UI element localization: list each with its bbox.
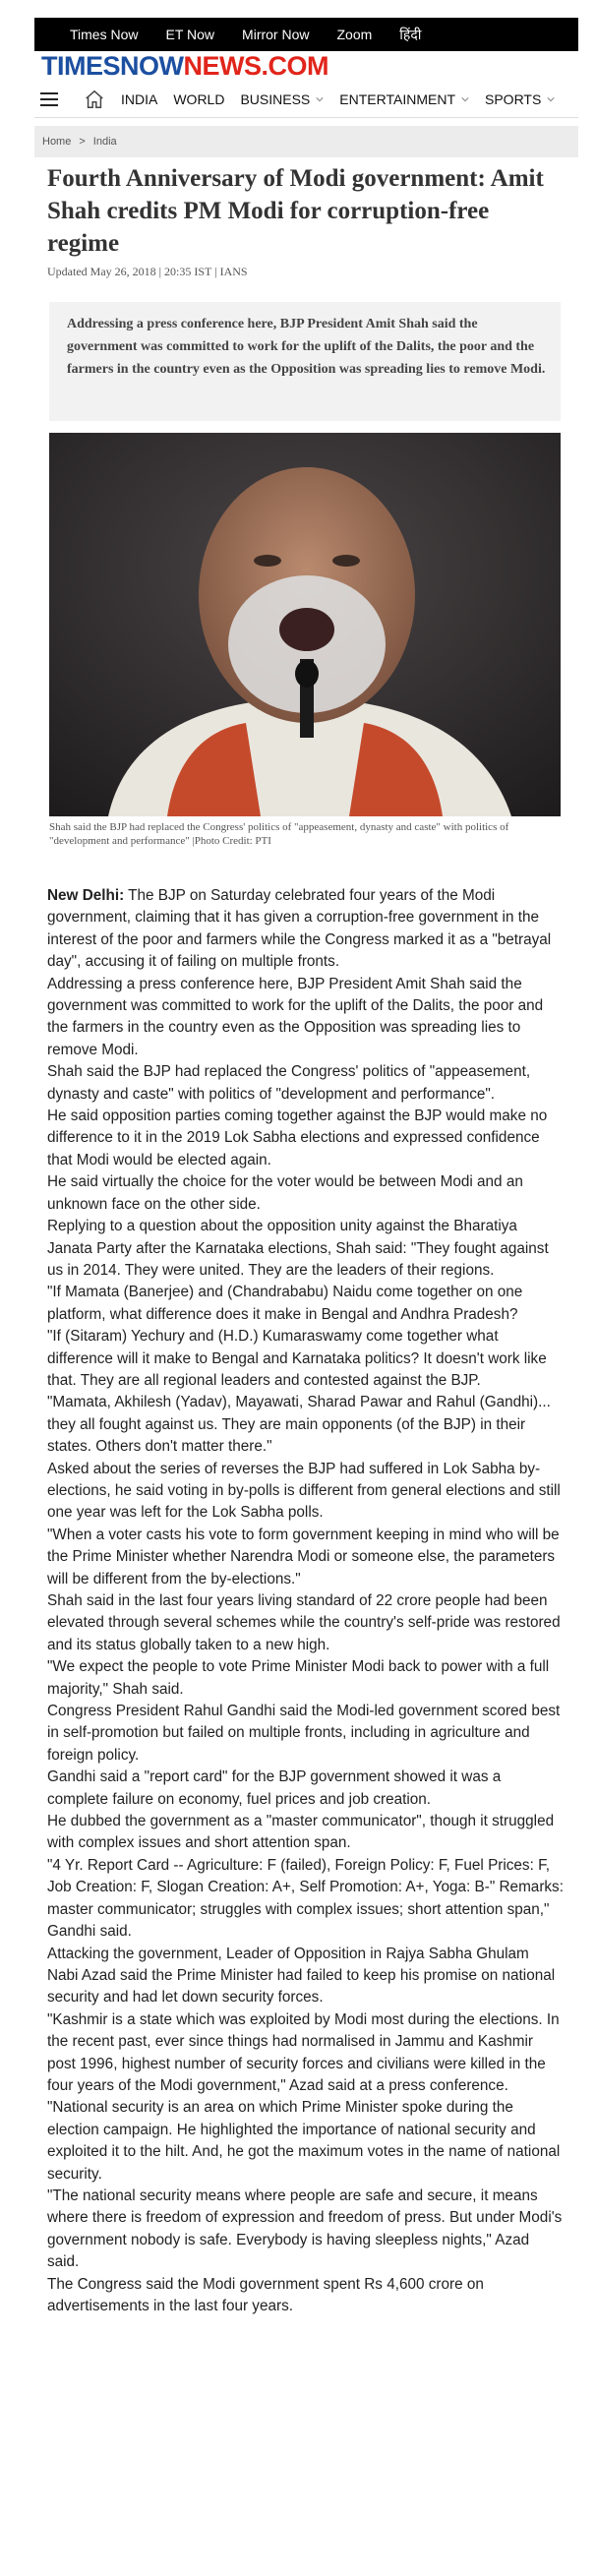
article-meta: Updated May 26, 2018 | 20:35 IST | IANS: [47, 265, 248, 278]
nav-item-label: ENTERTAINMENT: [339, 90, 455, 107]
nav-item-entertainment[interactable]: [339, 91, 469, 107]
breadcrumb-home[interactable]: Home: [42, 136, 72, 148]
dateline: New Delhi:: [47, 887, 125, 904]
lead-paragraph: [47, 885, 564, 974]
body-paragraph: Shah said the BJP had replaced the Congress' politics of "appeasement, dynasty and caste" with politics of "development and performance".: [47, 1063, 531, 1103]
body-paragraph: "4 Yr. Report Card -- Agriculture: F (failed), Foreign Policy: F, Fuel Prices: F, Job Creation: F, Slogan Creation: A+, Self Promotion: A+, Yoga: B-" Remarks: master communicator; struggles with complex issues; short attention span," Gandhi said.: [47, 1856, 564, 1941]
lead-text: The BJP on Saturday celebrated four years of the Modi government, claiming that it has given a corruption-free government in the interest of the poor and farmers while the Congress marked it as a "betrayal day", accusing it of failing on multiple fronts.: [47, 887, 552, 971]
body-paragraph: Replying to a question about the opposition unity against the Bharatiya Janata Party after the Karnataka elections, Shah said: "They fought against us in 2014. They were united. They are the leaders of their regions.: [47, 1218, 549, 1279]
body-paragraph: He said virtually the choice for the voter would be between Modi and an unknown face on the other side.: [47, 1173, 523, 1213]
nav-item-label: INDIA: [121, 90, 158, 107]
body-paragraph: "The national security means where people are safe and secure, it means where there is freedom of expression and freedom of press. But under Modi's government nobody is safe. Everybody is having sleepless nights," Azad said.: [47, 2187, 563, 2271]
speaker-photo: [49, 433, 561, 816]
body-paragraph: "We expect the people to vote Prime Minister Modi back to power with a full majority," Shah said.: [47, 1658, 550, 1698]
body-paragraph: Addressing a press conference here, BJP President Amit Shah said the government was committed to work for the uplift of the Dalits, the poor and the farmers in the country even as the Opposition was spreading lies to remove Modi.: [47, 975, 544, 1058]
body-paragraph: The Congress said the Modi government spent Rs 4,600 crore on advertisements in the last four years.: [47, 2275, 484, 2314]
article-body: [47, 885, 564, 2317]
home-icon[interactable]: [84, 89, 105, 110]
body-paragraph: "If (Sitaram) Yechury and (H.D.) Kumaraswamy come together what difference will it make to Bengal and Karnataka politics? It doesn't work like that. They are all regional leaders and contested against the BJP.: [47, 1328, 547, 1389]
nav-item-label: SPORTS: [485, 90, 542, 107]
logo-part-2: NEWS.COM: [183, 51, 328, 81]
link-hindi[interactable]: हिंदी: [399, 26, 422, 42]
nav-item-label: WORLD: [173, 90, 225, 107]
nav-item-label: BUSINESS: [240, 90, 311, 107]
body-paragraphs: [47, 974, 564, 2318]
logo-part-1: TIMESNOW: [41, 51, 184, 81]
body-paragraph: Gandhi said a "report card" for the BJP government showed it was a complete failure on economy, fuel prices and job creation.: [47, 1768, 502, 1808]
breadcrumb-separator: >: [79, 136, 86, 148]
link-mirror-now[interactable]: Mirror Now: [242, 27, 310, 42]
hamburger-icon[interactable]: [40, 92, 58, 106]
nav-item-world[interactable]: [173, 91, 224, 107]
body-paragraph: "Mamata, Akhilesh (Yadav), Mayawati, Sharad Pawar and Rahul (Gandhi)... they all fought against us. They are main opponents (of the BJP) in their states. Others don't matter there.": [47, 1394, 551, 1456]
site-logo[interactable]: [41, 51, 328, 82]
network-bar: [34, 18, 578, 51]
main-nav: [34, 81, 578, 118]
body-paragraph: Attacking the government, Leader of Opposition in Rajya Sabha Ghulam Nabi Azad said the Prime Minister had failed to keep his promise on national security and had let down security forces.: [47, 1945, 556, 2007]
body-paragraph: "Kashmir is a state which was exploited by Modi most during the elections. In the recent past, ever since things had normalised in Jammu and Kashmir post 1996, highest number of security forces and civilians were killed in the four years of the Modi government," Azad said at a press conference.: [47, 2010, 560, 2094]
chevron-down-icon: [547, 95, 555, 103]
article-title: Fourth Anniversary of Modi government: Amit Shah credits PM Modi for corruption-free regime: [47, 165, 544, 257]
body-paragraph: "If Mamata (Banerjee) and (Chandrababu) Naidu come together on one platform, what difference does it make in Bengal and Andhra Pradesh?: [47, 1284, 523, 1323]
body-paragraph: Shah said in the last four years living standard of 22 crore people had been elevated through several schemes while the country's self-pride was restored and its status globally taken to a new high.: [47, 1592, 561, 1653]
link-times-now[interactable]: Times Now: [70, 27, 139, 42]
link-et-now[interactable]: ET Now: [165, 27, 215, 42]
body-paragraph: He said opposition parties coming together against the BJP would make no difference to it in the 2019 Lok Sabha elections and expressed confidence that Modi would be elected again.: [47, 1108, 548, 1168]
chevron-down-icon: [316, 95, 324, 103]
nav-item-sports[interactable]: [485, 91, 555, 107]
article-photo: [49, 433, 561, 816]
body-paragraph: Congress President Rahul Gandhi said the Modi-led government scored best in self-promotion but failed on multiple fronts, including in agriculture and foreign policy.: [47, 1703, 561, 1764]
article-summary: Addressing a press conference here, BJP President Amit Shah said the government was committed to work for the uplift of the Dalits, the poor and the farmers in the country even as the Opposition was spreading lies to remove Modi.: [49, 302, 561, 421]
link-zoom[interactable]: Zoom: [336, 27, 373, 42]
chevron-down-icon: [461, 95, 469, 103]
body-paragraph: "When a voter casts his vote to form government keeping in mind who will be the Prime Minister whether Narendra Modi or someone else, the parameters will be different from the by-elections.": [47, 1526, 560, 1588]
photo-caption: Shah said the BJP had replaced the Congress' politics of "appeasement, dynasty and caste" with politics of "development and performance" |Photo Credit: PTI: [49, 821, 509, 847]
body-paragraph: Asked about the series of reverses the BJP had suffered in Lok Sabha by-elections, he said voting in by-polls is different from general elections and still one year was left for the Lok Sabha polls.: [47, 1460, 561, 1522]
nav-item-business[interactable]: [240, 91, 324, 107]
nav-item-india[interactable]: [121, 91, 157, 107]
breadcrumb-section[interactable]: India: [92, 136, 117, 148]
body-paragraph: He dubbed the government as a "master communicator", though it struggled with complex issues and short attention span.: [47, 1813, 555, 1852]
breadcrumb: [34, 126, 578, 157]
body-paragraph: "National security is an area on which Prime Minister spoke during the election campaign. He highlighted the importance of national security and exploited it to the hilt. And, he got the maximum votes in the name of national security.: [47, 2099, 561, 2183]
